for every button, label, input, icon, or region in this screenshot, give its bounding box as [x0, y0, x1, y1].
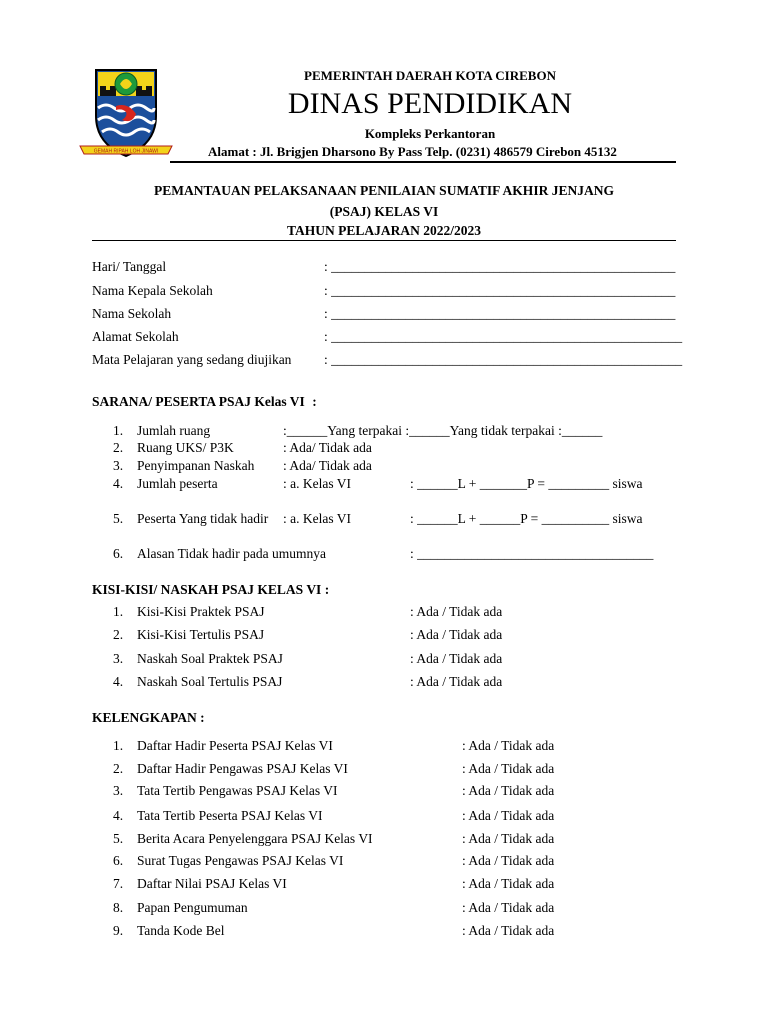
kisi-item-number: 2. — [113, 627, 124, 642]
sarana-item-blank: : ___________________________________ — [410, 546, 654, 561]
kisi-item-value: : Ada / Tidak ada — [410, 627, 503, 642]
identity-blank-field: : ____________________________________________________ — [324, 352, 683, 367]
kelengkapan-item-number: 7. — [113, 876, 124, 891]
sarana-item-label: Penyimpanan Naskah — [137, 458, 255, 473]
sarana-item-blank: : ______L + _______P = _________ siswa — [410, 476, 643, 491]
logo-motto: GEMAH RIPAH LOH JINAWI — [93, 148, 159, 155]
kisi-item-value: : Ada / Tidak ada — [410, 651, 503, 666]
kisi-item-number: 4. — [113, 674, 124, 689]
kelengkapan-item-number: 5. — [113, 831, 124, 846]
kisi-item-label: Naskah Soal Tertulis PSAJ — [137, 674, 283, 689]
identity-blank-field: : ___________________________________________________ — [324, 306, 676, 321]
kelengkapan-item-value: : Ada / Tidak ada — [462, 853, 555, 868]
kelengkapan-item-label: Tata Tertib Peserta PSAJ Kelas VI — [137, 808, 323, 823]
sarana-item-blank: : ______L + ______P = __________ siswa — [410, 511, 643, 526]
sarana-item-label: Jumlah peserta — [137, 476, 218, 491]
identity-blank-field: : ___________________________________________________ — [324, 259, 676, 274]
kelengkapan-item-value: : Ada / Tidak ada — [462, 900, 555, 915]
sarana-item-label: Jumlah ruang — [137, 423, 211, 438]
kisi-item-number: 3. — [113, 651, 124, 666]
sarana-item-number: 4. — [113, 476, 124, 491]
kelengkapan-item-number: 9. — [113, 923, 124, 938]
sarana-heading-colon: : — [312, 394, 317, 409]
sarana-item-number: 2. — [113, 440, 124, 455]
kelengkapan-item-label: Surat Tugas Pengawas PSAJ Kelas VI — [137, 853, 344, 868]
sarana-item-number: 3. — [113, 458, 124, 473]
kelengkapan-item-value: : Ada / Tidak ada — [462, 923, 555, 938]
sarana-item-value: : a. Kelas VI — [283, 476, 351, 491]
identity-label: Alamat Sekolah — [92, 329, 179, 344]
kelengkapan-heading: KELENGKAPAN : — [92, 710, 205, 725]
sarana-item-label: Ruang UKS/ P3K — [137, 440, 234, 455]
kelengkapan-item-label: Papan Pengumuman — [137, 900, 248, 915]
kelengkapan-item-label: Daftar Hadir Peserta PSAJ Kelas VI — [137, 738, 333, 753]
kelengkapan-item-value: : Ada / Tidak ada — [462, 808, 555, 823]
kelengkapan-item-value: : Ada / Tidak ada — [462, 831, 555, 846]
sarana-item-label: Alasan Tidak hadir pada umumnya — [137, 546, 326, 561]
identity-label: Nama Kepala Sekolah — [92, 283, 213, 298]
kisi-item-value: : Ada / Tidak ada — [410, 674, 503, 689]
kelengkapan-item-label: Daftar Nilai PSAJ Kelas VI — [137, 876, 287, 891]
kelengkapan-item-number: 4. — [113, 808, 124, 823]
kelengkapan-item-label: Tanda Kode Bel — [137, 923, 225, 938]
kelengkapan-item-value: : Ada / Tidak ada — [462, 738, 555, 753]
sarana-item-value: : Ada/ Tidak ada — [283, 458, 372, 473]
office-complex: Kompleks Perkantoran — [364, 126, 496, 141]
kelengkapan-item-value: : Ada / Tidak ada — [462, 783, 555, 798]
title-rule — [92, 240, 676, 241]
identity-blank-field: : ___________________________________________________ — [324, 283, 676, 298]
kisi-item-number: 1. — [113, 604, 124, 619]
kisi-item-label: Kisi-Kisi Tertulis PSAJ — [137, 627, 265, 642]
letterhead-rule — [170, 161, 676, 163]
department-name: DINAS PENDIDIKAN — [287, 87, 573, 120]
office-address: Alamat : Jl. Brigjen Dharsono By Pass Telp. (0231) 486579 Cirebon 45132 — [208, 144, 617, 159]
sarana-item-value: : a. Kelas VI — [283, 511, 351, 526]
sarana-item-number: 6. — [113, 546, 124, 561]
government-name: PEMERINTAH DAERAH KOTA CIREBON — [304, 68, 556, 83]
sarana-heading — [92, 393, 317, 411]
kisi-item-label: Naskah Soal Praktek PSAJ — [137, 651, 283, 666]
kelengkapan-item-number: 1. — [113, 738, 124, 753]
kelengkapan-item-number: 2. — [113, 761, 124, 776]
sarana-item-label: Peserta Yang tidak hadir — [137, 511, 269, 526]
kelengkapan-item-value: : Ada / Tidak ada — [462, 876, 555, 891]
sarana-item-value: : Ada/ Tidak ada — [283, 440, 372, 455]
kisi-item-value: : Ada / Tidak ada — [410, 604, 503, 619]
kelengkapan-item-label: Daftar Hadir Pengawas PSAJ Kelas VI — [137, 761, 348, 776]
kisi-item-label: Kisi-Kisi Praktek PSAJ — [137, 604, 265, 619]
sarana-item-value: :______Yang terpakai :______Yang tidak terpakai :______ — [283, 423, 603, 438]
sarana-item-number: 5. — [113, 511, 124, 526]
kelengkapan-item-number: 8. — [113, 900, 124, 915]
kisi-heading: KISI-KISI/ NASKAH PSAJ KELAS VI : — [92, 582, 330, 597]
sarana-item-number: 1. — [113, 423, 124, 438]
kelengkapan-item-number: 6. — [113, 853, 124, 868]
title-line-2: (PSAJ) KELAS VI — [329, 204, 439, 219]
kelengkapan-item-label: Tata Tertib Pengawas PSAJ Kelas VI — [137, 783, 338, 798]
identity-label: Nama Sekolah — [92, 306, 172, 321]
identity-label: Mata Pelajaran yang sedang diujikan — [92, 352, 292, 367]
kelengkapan-item-label: Berita Acara Penyelenggara PSAJ Kelas VI — [137, 831, 373, 846]
kelengkapan-item-value: : Ada / Tidak ada — [462, 761, 555, 776]
identity-blank-field: : ____________________________________________________ — [324, 329, 683, 344]
title-line-3: TAHUN PELAJARAN 2022/2023 — [286, 223, 481, 238]
title-line-1: PEMANTAUAN PELAKSANAAN PENILAIAN SUMATIF AKHIR JENJANG — [154, 183, 614, 198]
kelengkapan-item-number: 3. — [113, 783, 124, 798]
identity-label: Hari/ Tanggal — [92, 259, 167, 274]
sarana-heading-text: SARANA/ PESERTA PSAJ Kelas VI — [92, 394, 305, 409]
